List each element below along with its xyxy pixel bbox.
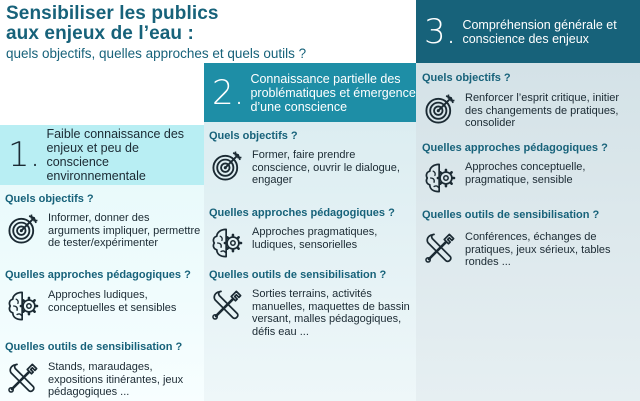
stage-number: 2. bbox=[212, 72, 245, 113]
page-subtitle: quels objectifs, quelles approches et quels outils ? bbox=[6, 46, 307, 61]
target-icon bbox=[423, 92, 457, 126]
page-title-line-2: aux enjeux de l’eau : bbox=[6, 23, 194, 44]
tools-text: Stands, maraudages, expositions itinérantes, jeux pédagogiques ... bbox=[48, 361, 184, 398]
stage-heading: Connaissance partielle des problématiques et émergence d’une conscience bbox=[250, 71, 416, 114]
tools-text: Sorties terrains, activités manuelles, maquettes de bassin versant, malles pédagogiques, défis eau ... bbox=[252, 288, 410, 338]
stage-column-2 bbox=[204, 63, 416, 401]
stage-body-2 bbox=[204, 122, 416, 401]
approaches-title: Quelles approches pédagogiques ? bbox=[422, 142, 608, 154]
brain-gear-icon bbox=[6, 289, 40, 323]
approaches-item bbox=[6, 289, 201, 323]
tools-title: Quelles outils de sensibilisation ? bbox=[422, 209, 600, 221]
tools-item bbox=[423, 231, 637, 269]
objectives-item bbox=[210, 149, 413, 187]
approaches-title: Quelles approches pédagogiques ? bbox=[5, 269, 191, 281]
brain-gear-icon bbox=[210, 226, 244, 260]
tools-icon bbox=[6, 361, 40, 395]
objectives-title: Quels objectifs ? bbox=[5, 193, 94, 205]
stage-header-1 bbox=[0, 125, 204, 185]
stage-body-1 bbox=[0, 185, 204, 401]
approaches-item bbox=[210, 226, 413, 260]
objectives-title: Quels objectifs ? bbox=[422, 72, 511, 84]
stage-heading: Compréhension générale et conscience des enjeux bbox=[462, 17, 617, 46]
stage-number: 1. bbox=[8, 135, 41, 175]
objectives-text: Renforcer l’esprit critique, initier des changements de pratiques, consolider bbox=[465, 92, 620, 129]
objectives-title: Quels objectifs ? bbox=[209, 130, 298, 142]
stage-number: 3. bbox=[424, 11, 457, 52]
tools-item bbox=[210, 288, 413, 338]
stage-body-3 bbox=[416, 63, 640, 401]
target-icon bbox=[6, 212, 40, 246]
approaches-text: Approches conceptuelle, pragmatique, sensible bbox=[465, 161, 586, 186]
approaches-title: Quelles approches pédagogiques ? bbox=[209, 207, 395, 219]
objectives-item bbox=[6, 212, 201, 250]
stage-heading: Faible connaissance des enjeux et peu de conscience environnementale bbox=[46, 127, 185, 183]
brain-gear-icon bbox=[423, 161, 457, 195]
page-title-line-1: Sensibiliser les publics bbox=[6, 3, 219, 24]
tools-title: Quelles outils de sensibilisation ? bbox=[209, 269, 387, 281]
objectives-item bbox=[423, 92, 637, 130]
tools-title: Quelles outils de sensibilisation ? bbox=[5, 341, 183, 353]
objectives-text: Former, faire prendre conscience, ouvrir le dialogue, engager bbox=[252, 149, 400, 186]
tools-item bbox=[6, 361, 202, 399]
tools-icon bbox=[423, 231, 457, 265]
stage-header-2 bbox=[204, 63, 416, 122]
tools-icon bbox=[210, 288, 244, 322]
stage-column-1 bbox=[0, 125, 204, 401]
stage-header-3 bbox=[416, 0, 640, 63]
approaches-item bbox=[423, 161, 637, 195]
title-block bbox=[6, 4, 416, 62]
stage-column-3 bbox=[416, 0, 640, 401]
objectives-text: Informer, donner des arguments impliquer, permettre de tester/expérimenter bbox=[48, 212, 201, 249]
approaches-text: Approches pragmatiques, ludiques, sensorielles bbox=[252, 226, 378, 251]
approaches-text: Approches ludiques, conceptuelles et sensibles bbox=[48, 289, 177, 314]
target-icon bbox=[210, 149, 244, 183]
tools-text: Conférences, échanges de pratiques, jeux sérieux, tables rondes ... bbox=[465, 231, 611, 268]
